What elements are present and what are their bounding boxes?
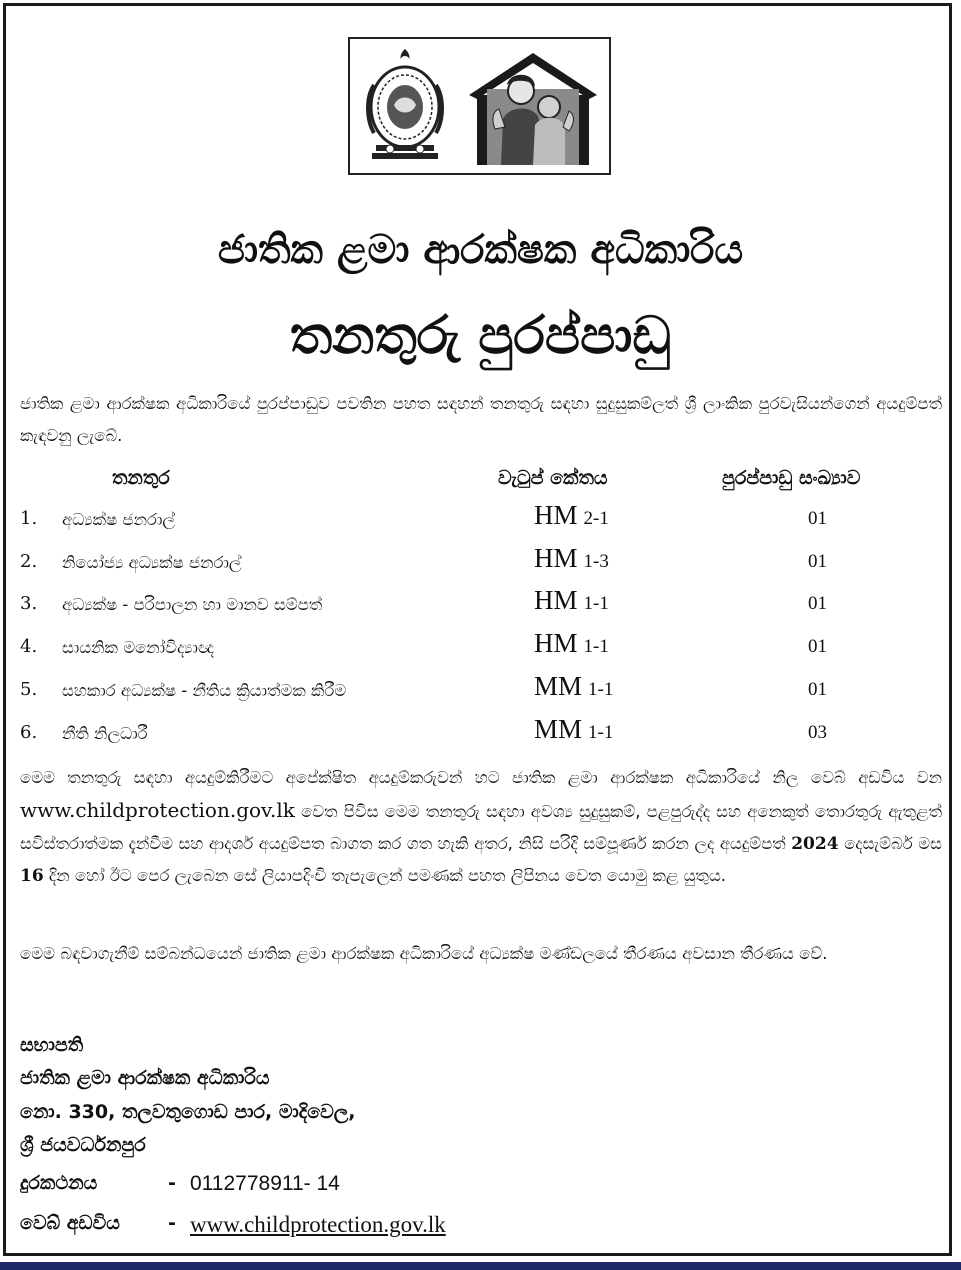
website-url[interactable]: www.childprotection.gov.lk bbox=[190, 1212, 446, 1237]
separator: - bbox=[168, 1212, 176, 1234]
sri-lanka-emblem-icon bbox=[360, 45, 450, 167]
website-row bbox=[20, 1212, 446, 1237]
intro-paragraph: ජාතික ළමා ආරක්ෂක අධිකාරියේ පුරප්පාඩුව පවතින පහත සඳහන් තනතුරු සඳහා සුදුසුකම්ලත් ශ්‍රී ලාංකික පුරවැසියන්ගෙන් අයදුම්පත් කැඳවනු ලැබේ. bbox=[20, 394, 942, 445]
salary-grade: HM bbox=[534, 543, 578, 573]
column-header-salary-code: වැටුප් කේතය bbox=[498, 467, 608, 489]
child-protection-house-icon bbox=[465, 49, 601, 167]
salary-code bbox=[534, 585, 609, 616]
vacancy-count: 01 bbox=[808, 551, 827, 572]
salary-scale: 1-1 bbox=[583, 636, 609, 657]
closing-year: 2024 bbox=[791, 834, 839, 854]
salary-grade: HM bbox=[534, 585, 578, 615]
row-number: 2. bbox=[20, 551, 38, 572]
row-number: 4. bbox=[20, 636, 38, 657]
salary-scale: 1-1 bbox=[583, 593, 609, 614]
salary-code bbox=[534, 500, 609, 531]
salary-code bbox=[534, 543, 609, 574]
row-number: 6. bbox=[20, 722, 38, 743]
salary-scale: 1-1 bbox=[588, 722, 614, 743]
vacancy-count: 03 bbox=[808, 722, 827, 743]
post-name: සහකාර අධ්‍යක්ෂ - නීතිය ක්‍රියාත්මක කිරීම bbox=[62, 681, 347, 700]
salary-grade: MM bbox=[534, 671, 583, 701]
salary-grade: HM bbox=[534, 500, 578, 530]
salary-code bbox=[534, 628, 609, 659]
vacancy-row bbox=[0, 500, 961, 542]
instructions-text: දෙසැම්බර් මස bbox=[844, 834, 942, 853]
vacancy-count: 01 bbox=[808, 679, 827, 700]
column-header-post: තනතුර bbox=[112, 467, 170, 489]
column-header-vacancies: පුරප්පාඩු සංඛ්‍යාව bbox=[722, 467, 861, 489]
vacancies-heading: තනතුරු පුරප්පාඩු bbox=[290, 306, 671, 366]
application-instructions bbox=[20, 762, 942, 892]
separator: - bbox=[168, 1172, 176, 1194]
salary-grade: MM bbox=[534, 714, 583, 744]
address-line: ශ්‍රී ජයවර්ධනපුර bbox=[20, 1134, 146, 1156]
vacancy-row bbox=[0, 585, 961, 627]
vacancy-count: 01 bbox=[808, 593, 827, 614]
salary-code bbox=[534, 671, 613, 702]
signatory-organization: ජාතික ළමා ආරක්ෂක අධිකාරිය bbox=[20, 1067, 270, 1089]
signatory-title: සභාපති bbox=[20, 1034, 84, 1056]
phone-label: දුරකථනය bbox=[20, 1172, 98, 1194]
instructions-text: මෙම තනතුරු සඳහා අයදුම්කිරීමට අපේක්ෂිත අයදුම්කරුවන් හට ජාතික ළමා ආරක්ෂක අධිකාරියේ නිල වෙබ් අඩවිය වන bbox=[20, 768, 942, 787]
website-label: වෙබ් අඩවිය bbox=[20, 1212, 120, 1234]
vacancy-row bbox=[0, 714, 961, 756]
organization-title: ජාතික ළමා ආරක්ෂක අධිකාරිය bbox=[217, 227, 744, 273]
post-name: සායනික මනෝවිද්‍යාඥ bbox=[62, 638, 214, 657]
bottom-strip bbox=[0, 1262, 961, 1270]
salary-scale: 2-1 bbox=[583, 508, 609, 529]
post-name: නීති නිලධාරී bbox=[62, 724, 148, 743]
post-name: අධ්‍යක්ෂ - පරිපාලන හා මානව සම්පත් bbox=[62, 595, 323, 614]
instructions-text: වෙත පිවිස මෙම තනතුරු සඳහා අවශ්‍ය සුදුසුකම්, පළපුරුද්ද සහ අනෙකුත් තොරතුරු ඇතුළත් සවිස්තරාත්මක දැන්වීම සහ ආදර්ශ අයදුම්පත බාගත කර ගත හැකි අතර, නිසි පරිදි සම්පූර්ණ කරන ලද අයදුම්පත් bbox=[20, 802, 942, 853]
salary-scale: 1-1 bbox=[588, 679, 614, 700]
salary-code bbox=[534, 714, 613, 745]
vacancy-row bbox=[0, 628, 961, 670]
logo-box bbox=[348, 37, 611, 175]
salary-scale: 1-3 bbox=[583, 551, 609, 572]
post-name: අධ්‍යක්ෂ ජනරාල් bbox=[62, 510, 175, 529]
website-link[interactable]: www.childprotection.gov.lk bbox=[20, 798, 295, 822]
closing-day: 16 bbox=[20, 866, 44, 886]
row-number: 1. bbox=[20, 508, 38, 529]
phone-row bbox=[20, 1172, 340, 1195]
salary-grade: HM bbox=[534, 628, 578, 658]
row-number: 3. bbox=[20, 593, 38, 614]
vacancy-row bbox=[0, 671, 961, 713]
address-line: නො. 330, තලවතුගොඩ පාර, මාදිවෙල, bbox=[20, 1101, 356, 1123]
instructions-text: දින හෝ ඊට පෙර ලැබෙන සේ ලියාපදිංචි තැපැලෙන් පමණක් පහත ලිපිනය වෙත යොමු කළ යුතුය. bbox=[48, 866, 727, 885]
decision-note: මෙම බඳවාගැනීම් සම්බන්ධයෙන් ජාතික ළමා ආරක්ෂක අධිකාරියේ අධ්‍යක්ෂ මණ්ඩලයේ තීරණය අවසාන තීරණය වේ. bbox=[20, 944, 828, 963]
row-number: 5. bbox=[20, 679, 38, 700]
post-name: නියෝජ්‍ය අධ්‍යක්ෂ ජනරාල් bbox=[62, 553, 242, 572]
phone-number: 0112778911- 14 bbox=[190, 1172, 340, 1195]
vacancy-count: 01 bbox=[808, 636, 827, 657]
vacancy-count: 01 bbox=[808, 508, 827, 529]
vacancy-row bbox=[0, 543, 961, 585]
